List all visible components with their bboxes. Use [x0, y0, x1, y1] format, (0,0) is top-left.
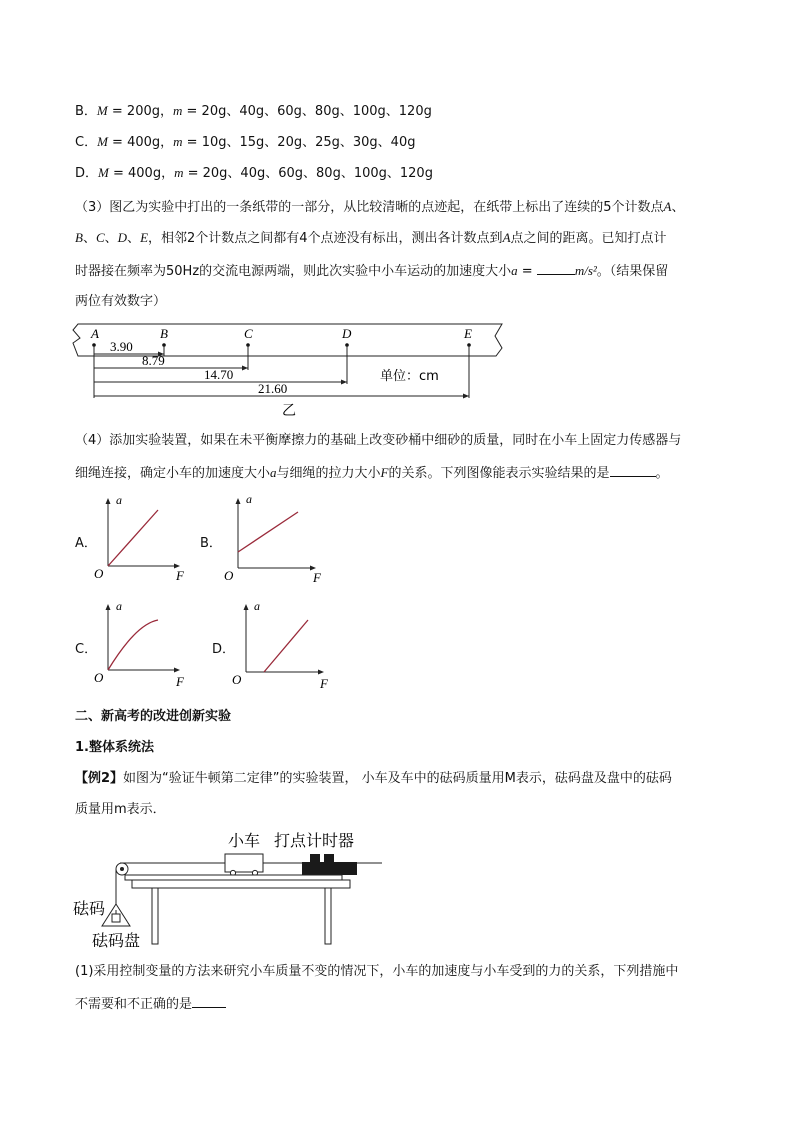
q3-text: ，相邻2个计数点之间都有4个点迹没有标出，测出各计数点到: [148, 231, 503, 246]
var-m: m: [173, 103, 183, 118]
paper-tape-figure: [70, 318, 510, 422]
table-leg-left: [152, 888, 158, 944]
q3-line1: [75, 198, 685, 217]
track: [125, 875, 342, 880]
cart-body: [225, 854, 263, 872]
point-label: A: [502, 230, 511, 245]
pan-label: 砝码盘: [92, 931, 141, 950]
plot-line: [238, 512, 298, 552]
option-label: C．: [75, 135, 98, 150]
var-m: m: [174, 165, 184, 180]
subsection-heading: 1.整体系统法: [75, 740, 154, 755]
var-M: M: [98, 165, 109, 180]
x-label: F: [176, 674, 184, 689]
origin-label: O: [224, 568, 234, 583]
option-label: D．: [75, 166, 99, 181]
q3-text: 、: [82, 231, 96, 246]
var-M: M: [96, 103, 108, 118]
value-text: = 10g、15g、20g、25g、30g、40g: [182, 135, 416, 150]
dist-ad: 14.70: [204, 367, 234, 382]
q3-text: 、: [671, 200, 685, 215]
timer-post: [310, 854, 320, 864]
plot-curve: [108, 620, 158, 670]
option-d: [75, 164, 433, 183]
label-d: D: [342, 326, 352, 341]
label-c: C: [244, 326, 253, 341]
q1-line2: [75, 994, 226, 1014]
origin-label: O: [232, 672, 242, 687]
var-a: a: [511, 263, 518, 278]
x-label: F: [313, 570, 321, 585]
point-label: A: [663, 199, 672, 214]
graph-b: [220, 490, 330, 590]
table-top: [132, 880, 350, 888]
value-text: = 400g，: [108, 166, 175, 181]
answer-blank[interactable]: [192, 994, 226, 1008]
x-arrow: [318, 670, 324, 675]
q4-text: 的关系。下列图像能表示实验结果的是: [388, 466, 610, 481]
graph-a-label: A．: [75, 536, 97, 551]
example-tag: 【例2】: [75, 771, 124, 786]
example-text: 如图为“验证牛顿第二定律”的实验装置， 小车及车中的砝码质量用M表示，砝码盘及盘中的砝码: [123, 771, 672, 786]
y-label: a: [116, 493, 122, 507]
graph-d: [228, 598, 338, 694]
y-arrow: [244, 604, 249, 610]
option-label: B．: [75, 104, 97, 119]
var-M: M: [97, 134, 108, 149]
answer-blank[interactable]: [610, 463, 656, 477]
q1-line1: (1)采用控制变量的方法来研究小车质量不变的情况下，小车的加速度与小车受到的力的关系，下列措施中: [75, 964, 679, 979]
timer-label: 打点计时器: [274, 831, 355, 850]
q4-line1: （4）添加实验装置，如果在未平衡摩擦力的基础上改变砂桶中细砂的质量，同时在小车上固定力传感器与: [75, 433, 682, 448]
q3-text: （3）图乙为实验中打出的一条纸带的一部分，从比较清晰的点迹起，在纸带上标出了连续的5个计数点: [75, 200, 664, 215]
q3-text: 、: [127, 231, 141, 246]
q3-line3: [75, 261, 668, 281]
q4-text: 。: [655, 466, 669, 481]
y-arrow: [106, 604, 111, 610]
apparatus-figure: [70, 826, 390, 952]
q3-text: 。（结果保留: [596, 264, 669, 279]
y-label: a: [116, 599, 122, 613]
value-text: = 400g，: [107, 135, 174, 150]
answer-blank[interactable]: [537, 261, 575, 275]
graph-a: [90, 490, 200, 590]
graph-c: [90, 598, 200, 694]
section-heading: 二、新高考的改进创新实验: [75, 709, 232, 724]
q4-text: 与细绳的拉力大小: [276, 466, 381, 481]
value-text: = 20g、40g、60g、80g、100g、120g: [182, 104, 432, 119]
graph-b-label: B．: [200, 536, 222, 551]
var-F: F: [380, 465, 389, 480]
x-label: F: [320, 676, 328, 691]
origin-label: O: [94, 670, 104, 685]
q1-text: 不需要和不正确的是: [75, 997, 193, 1012]
point-label: E: [140, 230, 149, 245]
weight-label: 砝码: [73, 899, 106, 918]
value-text: = 20g、40g、60g、80g、100g、120g: [183, 166, 433, 181]
label-b: B: [160, 326, 168, 341]
table-leg-right: [325, 888, 331, 944]
point-label: C: [95, 230, 105, 245]
q4-line2: [75, 463, 669, 483]
pulley-axle: [120, 867, 124, 871]
point-label: D: [117, 230, 128, 245]
plot-line: [264, 620, 308, 672]
var-m: m: [173, 134, 183, 149]
point-label: B: [75, 230, 83, 245]
y-arrow: [106, 498, 111, 504]
q3-text: 时器接在频率为50Hz的交流电源两端，则此次实验中小车运动的加速度大小: [75, 264, 512, 279]
origin-label: O: [94, 566, 104, 581]
x-label: F: [176, 568, 184, 583]
q4-text: 细绳连接，确定小车的加速度大小: [75, 466, 271, 481]
label-e: E: [464, 326, 472, 341]
unit-text: m/s²: [574, 263, 597, 278]
example-line2: 质量用m表示．: [75, 802, 166, 817]
y-label: a: [254, 599, 260, 613]
q3-line4: 两位有效数字）: [75, 294, 167, 309]
y-arrow: [236, 498, 241, 504]
cart-label: 小车: [228, 831, 261, 850]
label-a: A: [91, 326, 99, 341]
unit-label: 单位：cm: [380, 369, 439, 384]
q3-text: 点之间的距离。已知打点计: [510, 231, 667, 246]
dist-ac: 8.79: [142, 353, 165, 368]
figure-caption: 乙: [282, 403, 296, 419]
dist-ae: 21.60: [258, 381, 288, 396]
q3-text: 、: [104, 231, 118, 246]
q3-text: =: [517, 264, 537, 279]
timer-post: [324, 854, 334, 864]
example-line1: [75, 770, 672, 788]
dist-ab: 3.90: [110, 339, 133, 354]
y-label: a: [246, 492, 252, 506]
option-b: [75, 102, 432, 121]
q3-line2: [75, 229, 667, 248]
x-arrow: [174, 668, 180, 673]
weight-block: [112, 914, 120, 922]
value-text: = 200g，: [107, 104, 173, 119]
plot-line: [108, 510, 158, 566]
graph-c-label: C．: [75, 642, 98, 657]
option-c: [75, 133, 415, 152]
graph-d-label: D．: [212, 642, 236, 657]
var-a: a: [270, 465, 277, 480]
